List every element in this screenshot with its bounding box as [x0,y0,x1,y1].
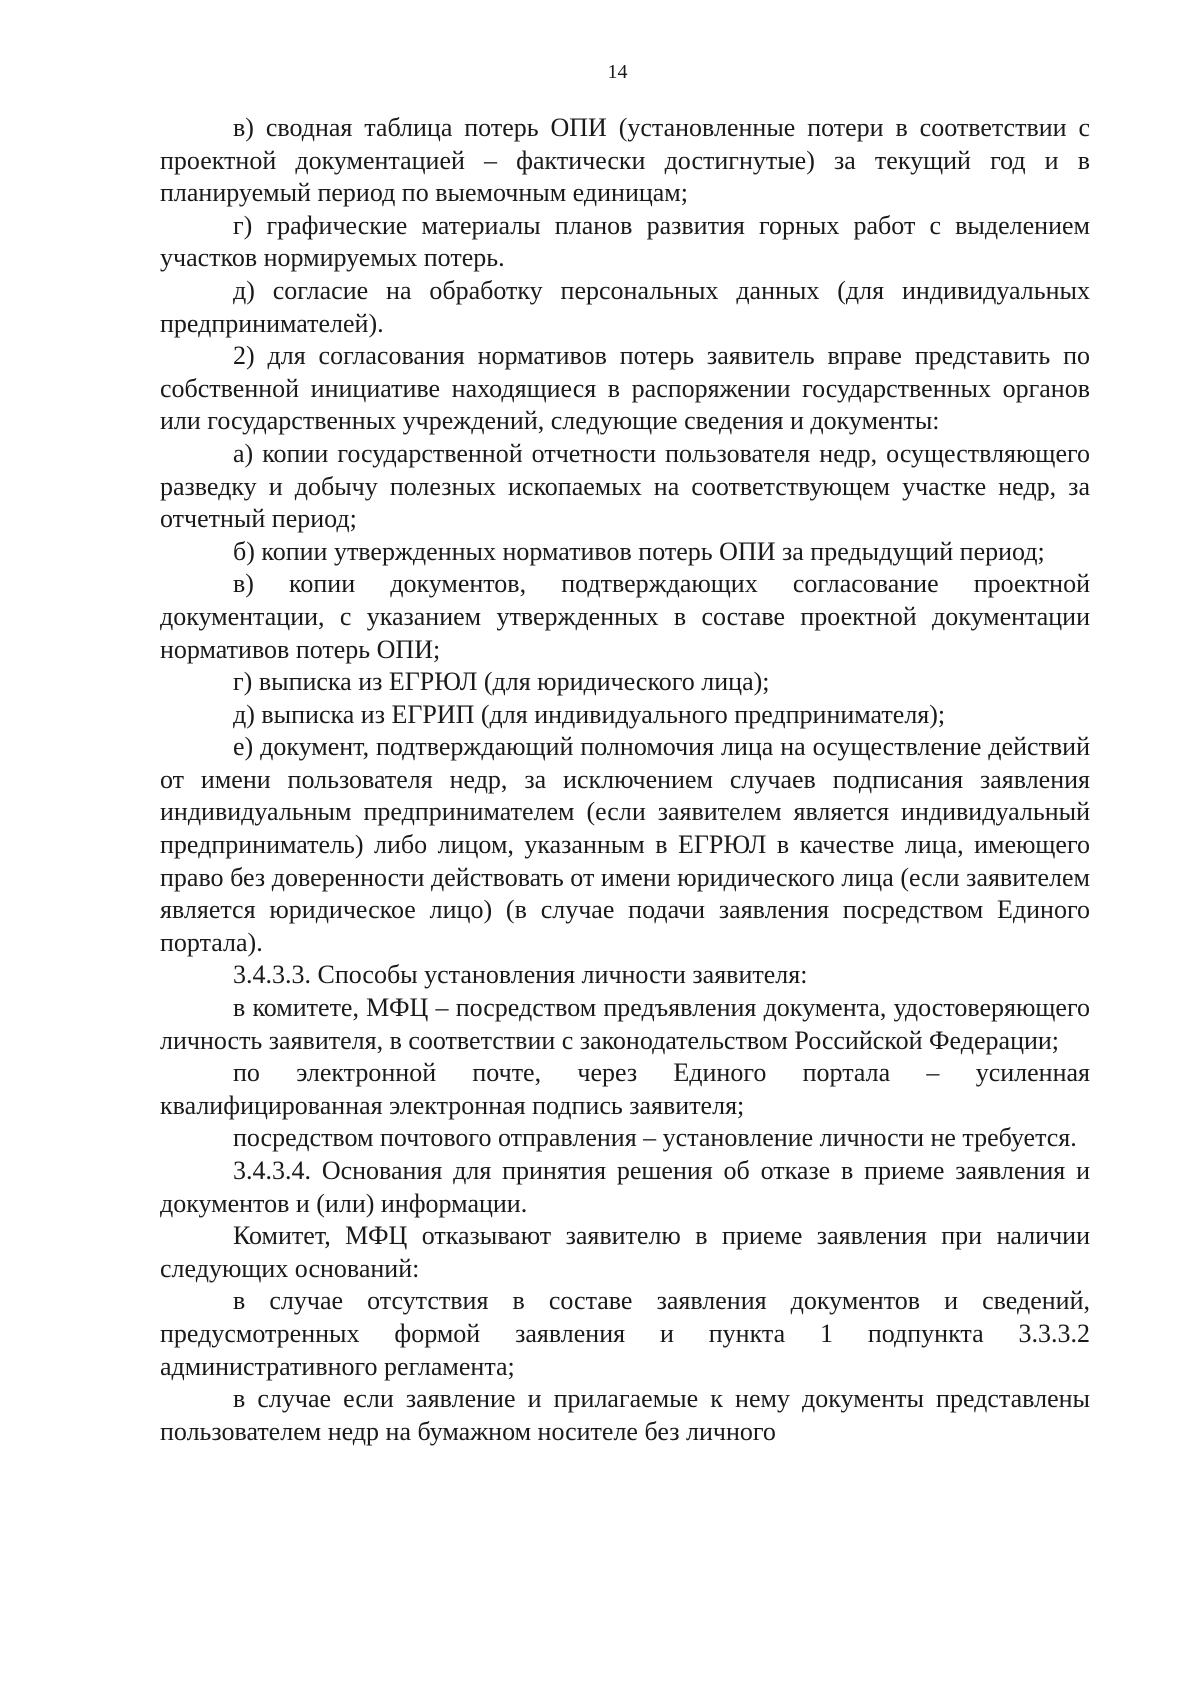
paragraph: по электронной почте, через Единого портала – усиленная квалифицированная электронная подпись заявителя; [160,1058,1090,1120]
paragraph: Комитет, МФЦ отказывают заявителю в приеме заявления при наличии следующих оснований: [160,1221,1090,1283]
document-body [160,112,1090,1448]
paragraph: в случае отсутствия в составе заявления документов и сведений, предусмотренных формой заявления и пункта 1 подпункта 3.3.3.2 административного регламента; [160,1286,1090,1381]
paragraph: 3.4.3.3. Способы установления личности заявителя: [233,960,808,990]
paragraph: е) документ, подтверждающий полномочия лица на осуществление действий от имени пользователя недр, за исключением случаев подписания заявления индивидуальным предпринимателем (если заявителем является индивидуальный предприниматель) либо лицом, указанным в ЕГРЮЛ в качестве лица, имеющего право без доверенности действовать от имени юридического лица (если заявителем является юридическое лицо) (в случае подачи заявления посредством Единого портала). [160,732,1090,957]
page-number: 14 [607,61,628,83]
paragraph: в комитете, МФЦ – посредством предъявления документа, удостоверяющего личность заявителя, в соответствии с законодательством Российской Федерации; [160,993,1090,1055]
paragraph: в) сводная таблица потерь ОПИ (установленные потери в соответствии с проектной документацией – фактически достигнутые) за текущий год и в планируемый период по выемочным единицам; [160,113,1090,208]
paragraph: б) копии утвержденных нормативов потерь ОПИ за предыдущий период; [233,536,1045,566]
paragraph: а) копии государственной отчетности пользователя недр, осуществляющего разведку и добычу полезных ископаемых на соответствующем участке недр, за отчетный период; [160,438,1090,534]
paragraph: г) графические материалы планов развития горных работ с выделением участков нормируемых потерь. [160,210,1090,273]
paragraph: 3.4.3.4. Основания для принятия решения об отказе в приеме заявления и документов и (или) информации. [160,1156,1090,1218]
paragraph: д) выписка из ЕГРИП (для индивидуального предпринимателя); [233,699,946,729]
paragraph: посредством почтового отправления – установление личности не требуется. [233,1123,1077,1153]
paragraph: в) копии документов, подтверждающих согласование проектной документации, с указанием утвержденных в составе проектной документации нормативов потерь ОПИ; [160,569,1090,664]
paragraph: г) выписка из ЕГРЮЛ (для юридического лица); [233,667,770,697]
paragraph: в случае если заявление и прилагаемые к нему документы представлены пользователем недр на бумажном носителе без личного [160,1384,1090,1446]
paragraph: д) согласие на обработку персональных данных (для индивидуальных предпринимателей). [160,275,1090,338]
paragraph: 2) для согласования нормативов потерь заявитель вправе представить по собственной инициативе находящиеся в распоряжении государственных органов или государственных учреждений, следующие сведения и документы: [160,341,1090,436]
